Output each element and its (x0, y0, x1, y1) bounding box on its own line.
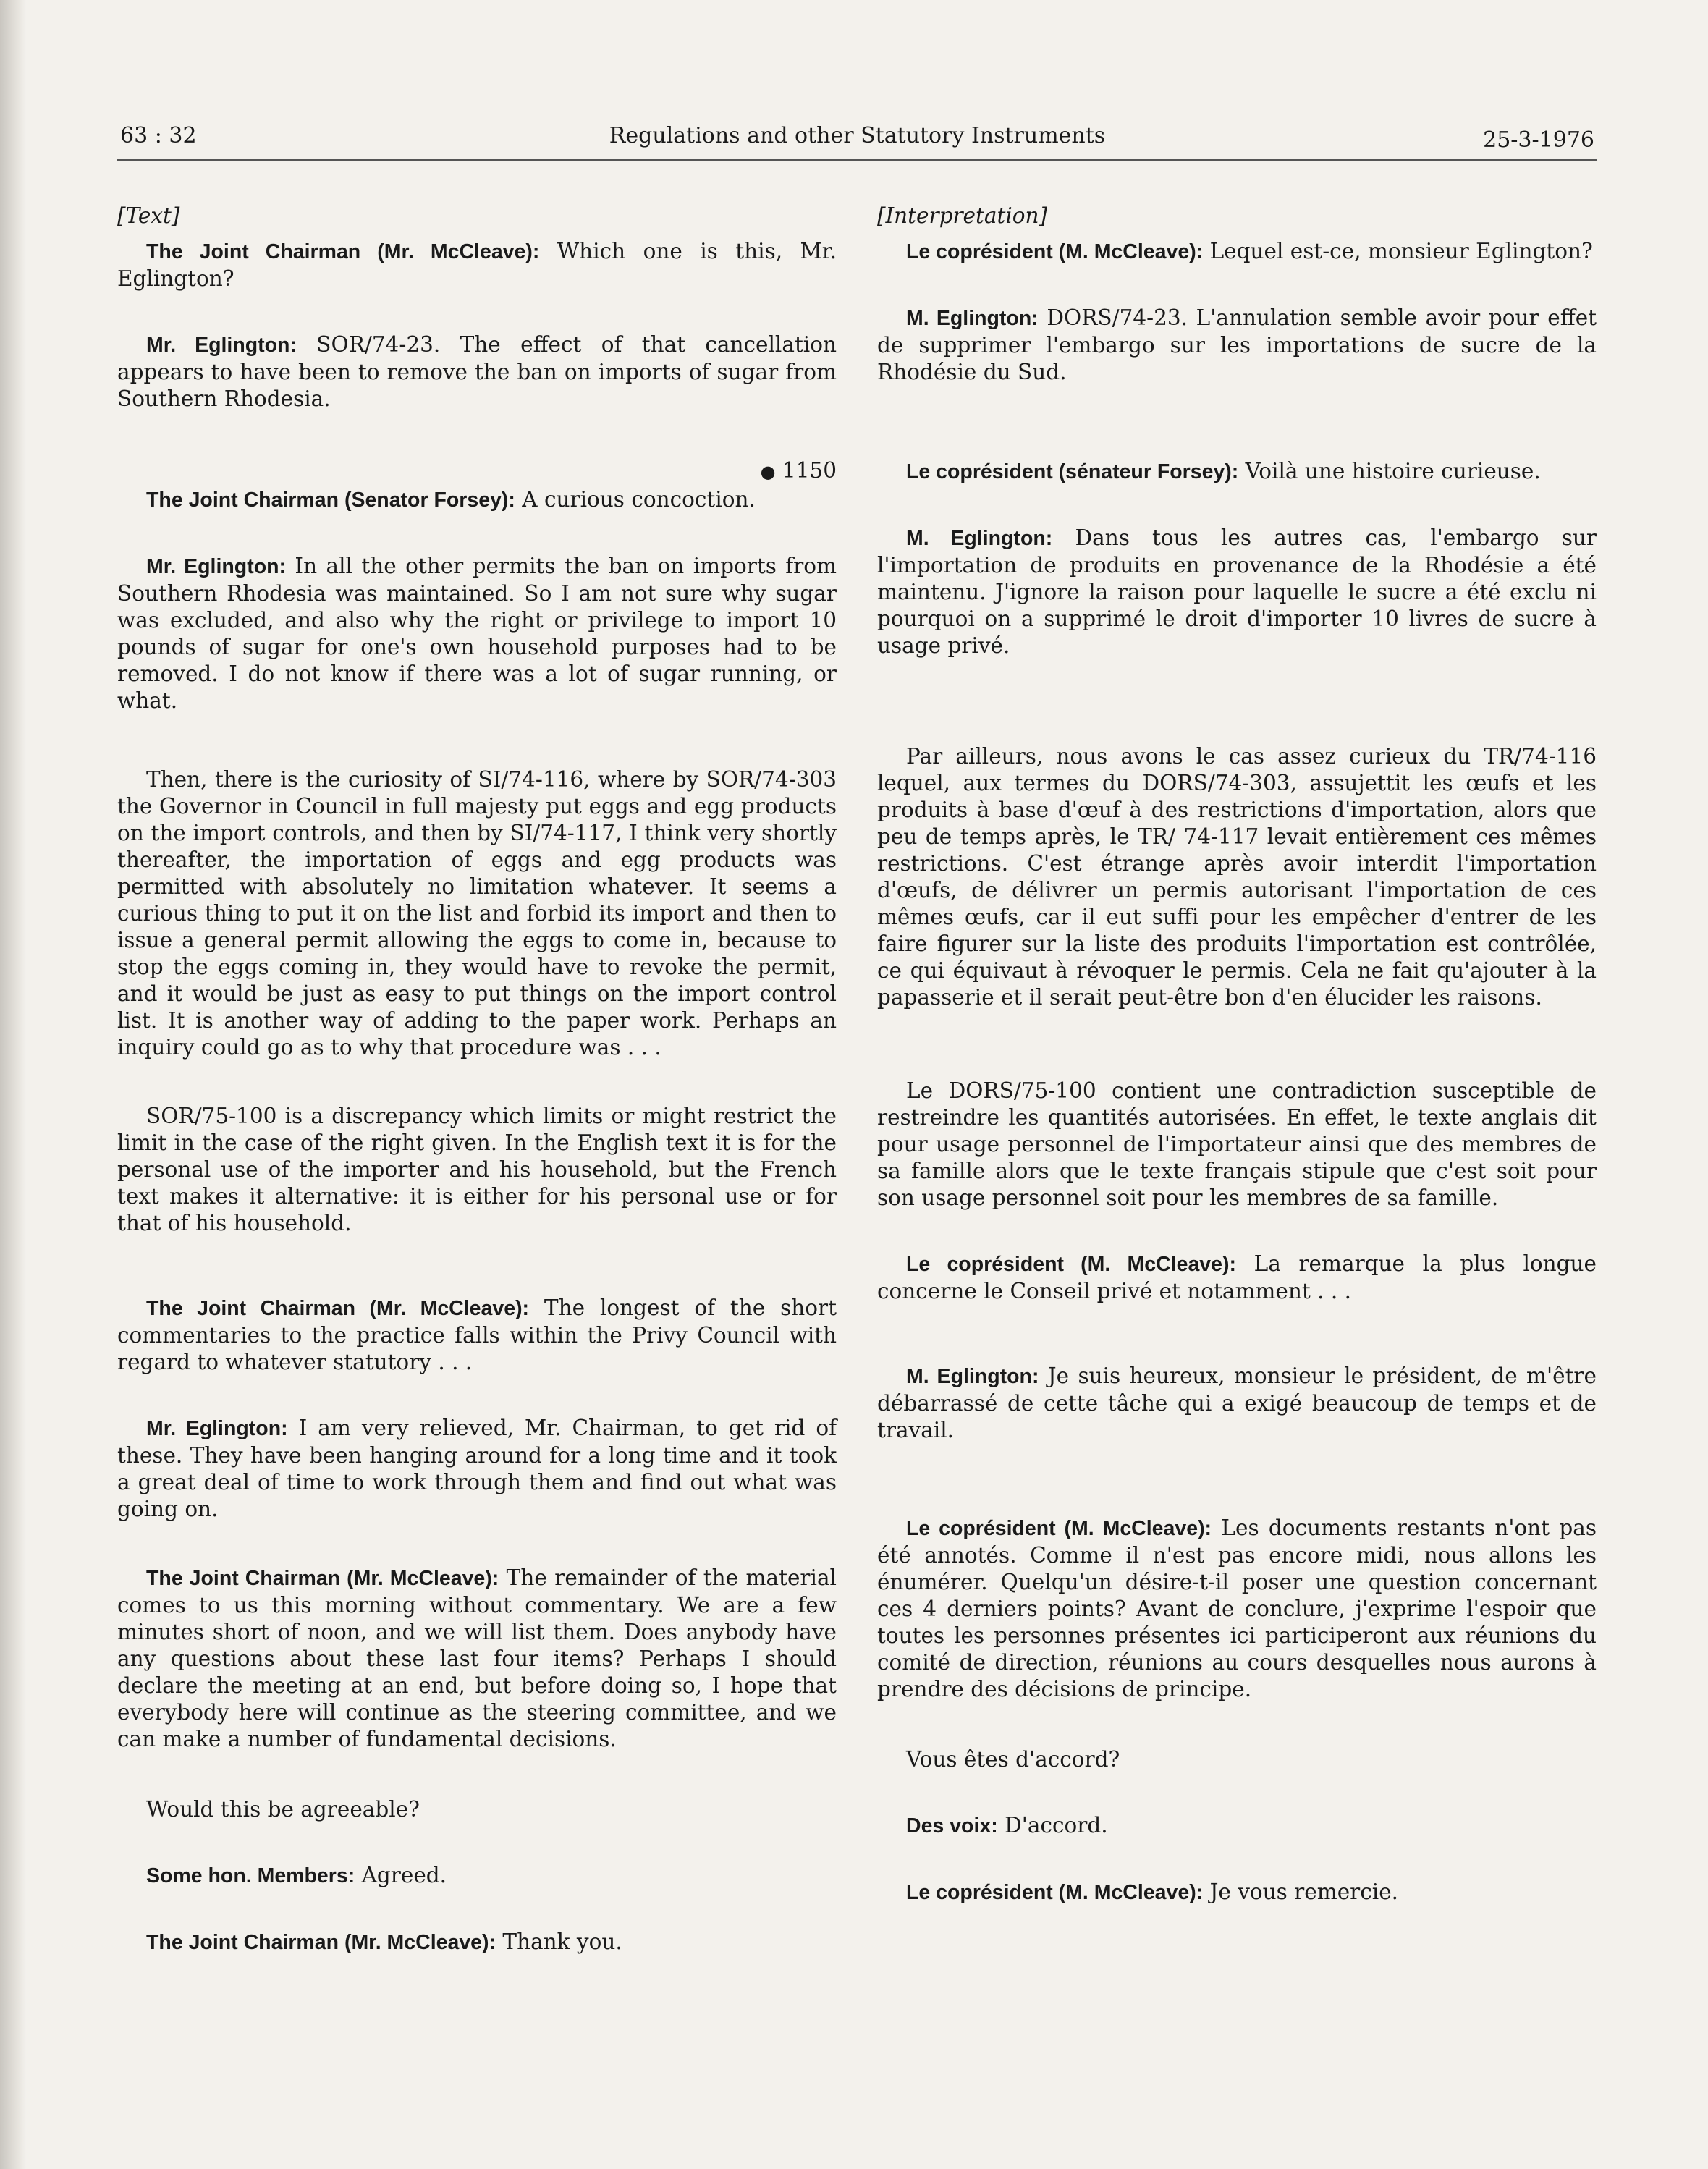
time-marker-label: 1150 (782, 458, 837, 483)
speech-text: Would this be agreeable? (146, 1797, 420, 1822)
speech-text: DORS/74-23. L'annulation semble avoir pour effet de supprimer l'embargo sur les importations de sucre de la Rhodésie du Sud. (877, 305, 1597, 384)
speaker-label: The Joint Chairman (Mr. McCleave): (146, 1931, 496, 1954)
time-marker (117, 456, 837, 486)
speaker-label: M. Eglington: (906, 527, 1053, 550)
speech-text: Agreed. (355, 1863, 447, 1887)
speaker-label: Mr. Eglington: (146, 555, 287, 578)
fr-paragraph-10 (877, 1746, 1597, 1773)
speech-text: The remainder of the material comes to us this morning without commentary. We are a few minutes short of noon, and we will list them. Does anybody have any questions about these last four items? Perhaps I should declare the meeting at an end, but before doing so, I hope that everybody here will continue as the steering committee, and we can make a number of fundamental decisions. (117, 1565, 837, 1751)
speaker-label: Le coprésident (M. McCleave): (906, 240, 1204, 263)
speech-text: Dans tous les autres cas, l'embargo sur l'importation de produits en provenance de la Rhodésie a été maintenu. J'ignore la raison pour laquelle le sucre a été exclu ni pourquoi on a supprimé le droit d'importer 10 livres de sucre à usage privé. (877, 525, 1597, 658)
speech-text: Then, there is the curiosity of SI/74-116, where by SOR/74-303 the Governor in Council in full majesty put eggs and egg products on the import controls, and then by SI/74-117, I think very shortly thereafter, the importation of eggs and egg products was permitted with absolutely no limitation whatever. It seems a curious thing to put it on the list and forbid its import and then to issue a general permit allowing the eggs to come in, because to stop the eggs coming in, they would have to revoke the permit, and it would be just as easy to put things on the import control list. It is another way of adding to the paper work. Perhaps an inquiry could go as to why that procedure was . . . (117, 767, 837, 1060)
en-paragraph-8 (117, 1415, 837, 1523)
page-date: 25-3-1976 (1483, 127, 1594, 153)
speaker-label: Some hon. Members: (146, 1864, 355, 1887)
en-paragraph-11 (117, 1862, 837, 1890)
speaker-label: Le coprésident (M. McCleave): (906, 1517, 1212, 1540)
speech-text: Les documents restants n'ont pas été annotés. Comme il n'est pas encore midi, nous allons les énumérer. Quelqu'un désire-t-il poser une question concernant ces 4 derniers points? Avant de conclure, j'exprime l'espoir que toutes les personnes présentes ici participeront aux réunions du comité de direction, réunions au cours desquelles nous aurons à prendre des décisions de principe. (877, 1515, 1597, 1701)
speaker-label: Le coprésident (M. McCleave): (906, 1253, 1236, 1276)
speech-text: I am very relieved, Mr. Chairman, to get rid of these. They have been hanging around for a long time and it took a great deal of time to work through them and find out what was going on. (117, 1416, 837, 1521)
en-paragraph-12 (117, 1929, 837, 1956)
fr-paragraph-12 (877, 1879, 1597, 1906)
book-spine-shadow (0, 0, 26, 2169)
page-header (117, 116, 1597, 161)
running-title: Regulations and other Statutory Instruments (609, 123, 1106, 148)
bullet-icon: ● (760, 462, 776, 482)
speaker-label: Mr. Eglington: (146, 334, 297, 357)
speech-text: La remarque la plus longue concerne le Conseil privé et notamment . . . (877, 1251, 1597, 1303)
speech-text: The longest of the short commentaries to the practice falls within the Privy Council with regard to whatever statutory . . . (117, 1295, 837, 1374)
en-paragraph-7 (117, 1295, 837, 1376)
speaker-label: Mr. Eglington: (146, 1417, 288, 1440)
fr-paragraph-4 (877, 525, 1597, 659)
speaker-label: Le coprésident (M. McCleave): (906, 1881, 1204, 1904)
fr-paragraph-8 (877, 1363, 1597, 1444)
en-paragraph-10 (117, 1796, 837, 1823)
speaker-label: The Joint Chairman (Mr. McCleave): (146, 240, 540, 263)
french-column (877, 203, 1597, 1945)
speech-text: Le DORS/75-100 contient une contradiction susceptible de restreindre les quantités autorisées. En effet, le texte anglais dit pour usage personnel de l'importateur ainsi que des membres de sa famille alors que le texte français stipule que c'est soit pour son usage personnel soit pour les membres de sa famille. (877, 1078, 1597, 1210)
speaker-label: M. Eglington: (906, 1365, 1039, 1388)
en-paragraph-4 (117, 553, 837, 714)
speech-text: SOR/74-23. The effect of that cancellation appears to have been to remove the ban on imports of sugar from Southern Rhodesia. (117, 332, 837, 411)
speaker-label: The Joint Chairman (Mr. McCleave): (146, 1297, 530, 1320)
speech-text: A curious concoction. (515, 487, 756, 512)
text-tag: [Text] (117, 203, 180, 228)
interpretation-tag: [Interpretation] (877, 203, 1048, 228)
fr-paragraph-7 (877, 1251, 1597, 1305)
speech-text: Vous êtes d'accord? (906, 1747, 1120, 1772)
speech-text: In all the other permits the ban on imports from Southern Rhodesia was maintained. So I am not sure why sugar was excluded, and also why the right or privilege to import 10 pounds of sugar for one's own household purposes had to be removed. I do not know if there was a lot of sugar running, or what. (117, 554, 837, 713)
fr-paragraph-11 (877, 1812, 1597, 1840)
fr-paragraph-3 (877, 458, 1597, 486)
speech-text: Voilà une histoire curieuse. (1238, 459, 1541, 483)
speech-text: Je vous remercie. (1203, 1880, 1399, 1904)
speech-text: Je suis heureux, monsieur le président, de m'être débarrassé de cette tâche qui a exigé beaucoup de temps et de travail. (877, 1363, 1597, 1442)
speaker-label: Des voix: (906, 1814, 998, 1838)
en-paragraph-3 (117, 486, 837, 514)
fr-paragraph-6 (877, 1078, 1597, 1212)
fr-paragraph-5 (877, 743, 1597, 1011)
en-paragraph-9 (117, 1565, 837, 1753)
en-paragraph-5 (117, 766, 837, 1061)
speaker-label: The Joint Chairman (Senator Forsey): (146, 489, 515, 512)
speaker-label: M. Eglington: (906, 307, 1039, 330)
speech-text: SOR/75-100 is a discrepancy which limits or might restrict the limit in the case of the right given. In the English text it is for the personal use of the importer and his household, but the French text makes it alternative: it is either for his personal use or for that of his household. (117, 1104, 837, 1235)
page-number: 63 : 32 (120, 123, 197, 148)
fr-paragraph-2 (877, 305, 1597, 386)
fr-paragraph-1 (877, 238, 1597, 266)
speech-text: Thank you. (496, 1929, 622, 1954)
speech-text: D'accord. (997, 1813, 1108, 1838)
speaker-label: Le coprésident (sénateur Forsey): (906, 460, 1239, 483)
en-paragraph-6 (117, 1103, 837, 1237)
english-column (117, 203, 837, 1995)
en-paragraph-1 (117, 238, 837, 292)
speaker-label: The Joint Chairman (Mr. McCleave): (146, 1567, 499, 1590)
speech-text: Par ailleurs, nous avons le cas assez curieux du TR/74-116 lequel, aux termes du DORS/74-303, assujettit les œufs et les produits à base d'œuf à des restrictions d'importation, alors que peu de temps après, le TR/ 74-117 levait entièrement ces mêmes restrictions. C'est étrange après avoir interdit l'importation d'œufs, de délivrer un permis autorisant l'importation de ces mêmes œufs, car il eut suffi pour les empêcher d'entrer de les faire figurer sur la liste des produits l'importation est contrôlée, ce qui équivaut à révoquer le permis. Cela ne fait qu'ajouter à la papasserie et il serait peut-être bon d'en élucider les raisons. (877, 744, 1597, 1010)
en-paragraph-2 (117, 331, 837, 413)
speech-text: Lequel est-ce, monsieur Eglington? (1203, 239, 1593, 263)
fr-paragraph-9 (877, 1515, 1597, 1703)
speech-text: Which one is this, Mr. Eglington? (117, 239, 837, 291)
